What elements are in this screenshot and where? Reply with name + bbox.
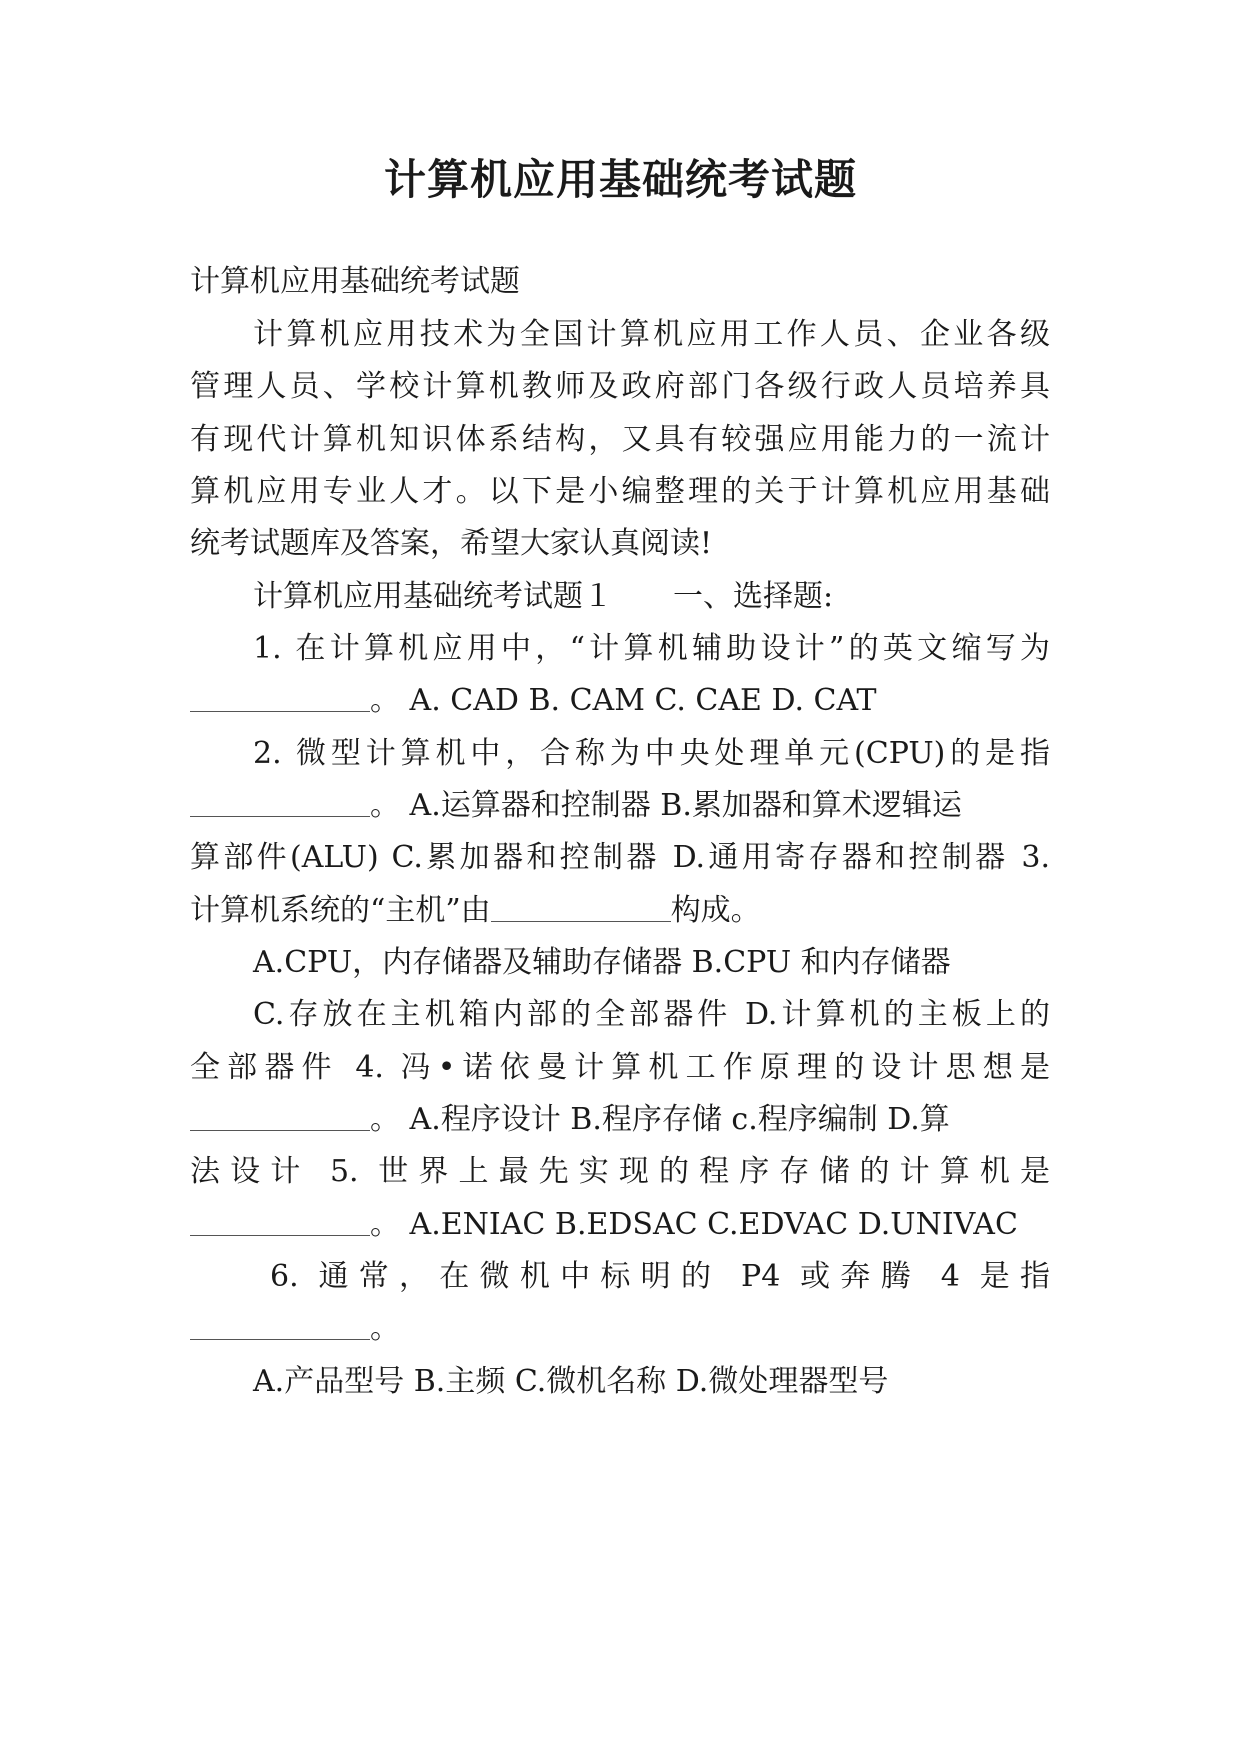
section-heading: 计算机应用基础统考试题１ 一、选择题: [253,579,834,614]
paragraph-line: 算机应用专业人才。以下是小编整理的关于计算机应用基础 [190,474,1050,509]
answer-blank [190,1309,370,1340]
paragraph-line: 统考试题库及答案，希望大家认真阅读! [190,526,713,561]
question-options: 。 A. CAD B. CAM C. CAE D. CAT [370,683,877,718]
answer-blank [190,681,370,712]
question-options: 。 A.运算器和控制器 B.累加器和算术逻辑运 [370,788,962,823]
subtitle-line: 计算机应用基础统考试题 [190,264,520,299]
answer-blank [190,1205,370,1236]
answer-blank [190,786,370,817]
paragraph-line: 有现代计算机知识体系结构，又具有较强应用能力的一流计 [190,422,1050,457]
paragraph-line: 计算机应用技术为全国计算机应用工作人员、企业各级 [253,317,1050,352]
question-options: C.存放在主机箱内部的全部器件 D.计算机的主板上的 [253,997,1050,1032]
question-text: 计算机系统的“主机”由 [190,893,491,928]
question-line [190,1096,1050,1144]
question-text-end: 构成。 [670,893,761,928]
question-line: 1. 在计算机应用中，“计算机辅助设计”的英文缩写为 [253,631,1050,666]
question-options: 。 A.程序设计 B.程序存储 c.程序编制 D.算 [370,1102,950,1137]
answer-blank [190,1100,370,1131]
question-options: A.CPU，内存储器及辅助存储器 B.CPU 和内存储器 [253,945,951,980]
answer-blank [491,891,671,922]
question-options: 。 A.ENIAC B.EDSAC C.EDVAC D.UNIVAC [370,1207,1018,1242]
question-line [190,782,1050,830]
question-line [190,887,1050,935]
question-options: A.产品型号 B.主频 C.微机名称 D.微处理器型号 [253,1364,889,1399]
question-line: 法设计 5. 世界上最先实现的程序存储的计算机是 [190,1154,1050,1189]
question-line [190,677,1050,725]
question-line: 6. 通常，在微机中标明的 P4 或奔腾 4 是指 [270,1259,1050,1294]
question-line [190,1201,1050,1249]
question-line: 全部器件 4. 冯•诺依曼计算机工作原理的设计思想是 [190,1050,1050,1085]
question-line: 算部件(ALU) C.累加器和控制器 D.通用寄存器和控制器 3. [190,840,1050,875]
document-title: 计算机应用基础统考试题 [383,155,857,204]
question-line [190,1305,1050,1353]
paragraph-line: 管理人员、学校计算机教师及政府部门各级行政人员培养具 [190,369,1050,404]
question-text-end: 。 [370,1311,400,1346]
question-line: 2. 微型计算机中，合称为中央处理单元(CPU)的是指 [253,736,1050,771]
